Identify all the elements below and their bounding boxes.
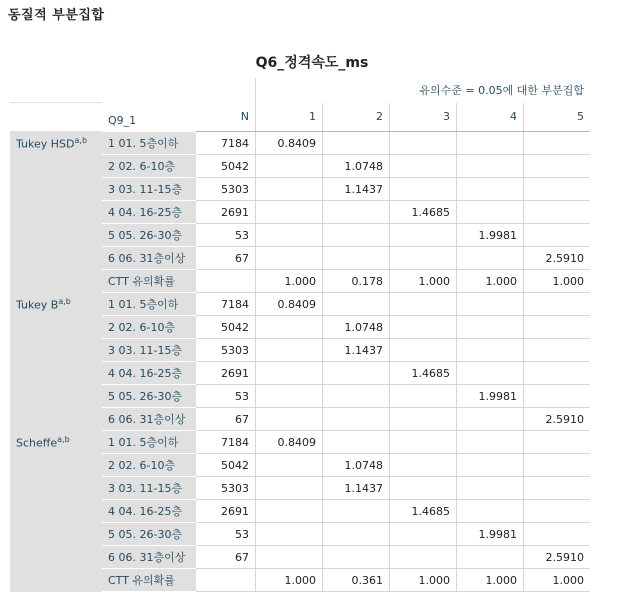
- subset-5-value: [524, 431, 591, 454]
- subset-2-value: [323, 224, 390, 247]
- subset-2-value: 1.1437: [323, 477, 390, 500]
- subset-4-value: [457, 339, 524, 362]
- method-name: Tukey HSD: [16, 137, 75, 151]
- method-label: [10, 293, 102, 431]
- subset-2-value: [323, 408, 390, 431]
- subset-3-value: [390, 339, 457, 362]
- group-label: 3 03. 11-15층: [102, 339, 196, 362]
- subset-1-value: 1.000: [256, 569, 323, 592]
- subset-5-value: 2.5910: [524, 546, 591, 569]
- n-value: 5042: [196, 155, 256, 178]
- subset-1-value: [256, 316, 323, 339]
- subset-2-value: [323, 132, 390, 155]
- subset-4-value: [457, 431, 524, 454]
- subset-4-value: [457, 546, 524, 569]
- group-label: 1 01. 5층이하: [102, 132, 196, 155]
- subset-2-value: 0.178: [323, 270, 390, 293]
- method-footnote-marker: a,b: [58, 297, 71, 306]
- header-row-subset: [10, 78, 590, 103]
- subset-1-value: [256, 155, 323, 178]
- group-label: 4 04. 16-25층: [102, 500, 196, 523]
- subset-3-value: [390, 224, 457, 247]
- subset-5-value: [524, 454, 591, 477]
- subset-5-value: 2.5910: [524, 247, 591, 270]
- subset-3-value: [390, 132, 457, 155]
- subset-5-value: [524, 316, 591, 339]
- n-value: 5042: [196, 454, 256, 477]
- n-value: 5303: [196, 178, 256, 201]
- method-footnote-marker: a,b: [57, 435, 70, 444]
- subset-3-value: [390, 477, 457, 500]
- subset-5-value: [524, 477, 591, 500]
- subset-3-value: [390, 247, 457, 270]
- n-value: 5303: [196, 339, 256, 362]
- subset-4-value: [457, 201, 524, 224]
- subset-2-value: 1.0748: [323, 155, 390, 178]
- group-label: 2 02. 6-10층: [102, 316, 196, 339]
- subset-2-value: [323, 201, 390, 224]
- subset-2-value: [323, 385, 390, 408]
- group-label: 3 03. 11-15층: [102, 178, 196, 201]
- subset-3-value: [390, 408, 457, 431]
- section-heading: 동질적 부분집합: [8, 8, 105, 23]
- subset-1-value: 0.8409: [256, 293, 323, 316]
- subset-2-value: [323, 293, 390, 316]
- subset-2-value: [323, 523, 390, 546]
- subset-3-value: 1.4685: [390, 201, 457, 224]
- subset-1-value: [256, 178, 323, 201]
- subset-5-value: [524, 178, 591, 201]
- subset-3-value: [390, 178, 457, 201]
- subset-4-value: [457, 132, 524, 155]
- subset-1-value: [256, 385, 323, 408]
- method-label: [10, 431, 102, 592]
- subset-2-value: [323, 431, 390, 454]
- n-value: 5303: [196, 477, 256, 500]
- subset-2-value: 1.1437: [323, 178, 390, 201]
- subset-3-value: [390, 431, 457, 454]
- subset-1-value: [256, 339, 323, 362]
- homogeneous-subsets-table: [10, 78, 590, 592]
- group-label: 6 06. 31층이상: [102, 546, 196, 569]
- subset-1-value: [256, 224, 323, 247]
- subset-4-value: [457, 178, 524, 201]
- subset-1-value: 0.8409: [256, 431, 323, 454]
- n-value: 53: [196, 385, 256, 408]
- n-value: 67: [196, 247, 256, 270]
- subset-5-value: [524, 293, 591, 316]
- subset-3-value: 1.4685: [390, 500, 457, 523]
- subset-1-value: [256, 408, 323, 431]
- subset-2-value: [323, 546, 390, 569]
- n-value: 5042: [196, 316, 256, 339]
- subset-3-value: 1.000: [390, 569, 457, 592]
- subset-3-value: 1.000: [390, 270, 457, 293]
- subset-5-header: 5: [524, 103, 591, 132]
- subset-4-value: 1.9981: [457, 385, 524, 408]
- subset-2-value: 1.0748: [323, 454, 390, 477]
- subset-1-value: [256, 362, 323, 385]
- subset-4-header: 4: [457, 103, 524, 132]
- group-label: 4 04. 16-25층: [102, 362, 196, 385]
- group-label: 6 06. 31층이상: [102, 247, 196, 270]
- subset-2-value: 0.361: [323, 569, 390, 592]
- subset-4-value: [457, 477, 524, 500]
- n-value: 7184: [196, 132, 256, 155]
- subset-5-value: [524, 224, 591, 247]
- subset-5-value: [524, 362, 591, 385]
- subset-1-header: 1: [256, 103, 323, 132]
- subset-4-value: [457, 293, 524, 316]
- method-name: Scheffe: [16, 436, 58, 450]
- header-row-columns: [10, 103, 590, 132]
- subset-5-value: [524, 155, 591, 178]
- subset-5-value: [524, 201, 591, 224]
- subset-5-value: [524, 385, 591, 408]
- subset-1-value: [256, 546, 323, 569]
- subset-header: 유의수준 = 0.05에 대한 부분집합: [256, 78, 591, 103]
- subset-1-value: [256, 477, 323, 500]
- subset-2-value: [323, 500, 390, 523]
- subset-3-value: [390, 155, 457, 178]
- group-label: 1 01. 5층이하: [102, 293, 196, 316]
- group-label: 4 04. 16-25층: [102, 201, 196, 224]
- group-label: 5 05. 26-30층: [102, 385, 196, 408]
- n-value: 7184: [196, 431, 256, 454]
- subset-2-value: 1.1437: [323, 339, 390, 362]
- subset-3-value: [390, 385, 457, 408]
- group-label: 2 02. 6-10층: [102, 454, 196, 477]
- n-value: [196, 270, 256, 293]
- n-value: 53: [196, 523, 256, 546]
- subset-2-value: [323, 362, 390, 385]
- table-title: Q6_정격속도_ms: [255, 55, 369, 71]
- group-column-header: Q9_1: [102, 103, 196, 132]
- method-label: [10, 132, 102, 293]
- subset-3-value: [390, 454, 457, 477]
- group-label: 2 02. 6-10층: [102, 155, 196, 178]
- group-label: CTT 유의확률: [102, 569, 196, 592]
- subset-5-value: 1.000: [524, 270, 591, 293]
- group-label: 1 01. 5층이하: [102, 431, 196, 454]
- n-value: 67: [196, 546, 256, 569]
- subset-5-value: 2.5910: [524, 408, 591, 431]
- subset-2-value: [323, 247, 390, 270]
- n-value: 53: [196, 224, 256, 247]
- subset-3-value: [390, 293, 457, 316]
- group-label: 6 06. 31층이상: [102, 408, 196, 431]
- n-value: 67: [196, 408, 256, 431]
- subset-4-value: [457, 454, 524, 477]
- table-row: [10, 431, 590, 454]
- subset-4-value: [457, 155, 524, 178]
- subset-4-value: 1.000: [457, 569, 524, 592]
- subset-1-value: 1.000: [256, 270, 323, 293]
- subset-5-value: [524, 523, 591, 546]
- subset-1-value: [256, 523, 323, 546]
- subset-1-value: [256, 454, 323, 477]
- n-value: 2691: [196, 201, 256, 224]
- group-label: 5 05. 26-30층: [102, 224, 196, 247]
- subset-5-value: [524, 132, 591, 155]
- subset-4-value: [457, 316, 524, 339]
- method-footnote-marker: a,b: [74, 136, 88, 145]
- table-row: [10, 293, 590, 316]
- subset-1-value: [256, 500, 323, 523]
- subset-5-value: 1.000: [524, 569, 591, 592]
- subset-2-header: 2: [323, 103, 390, 132]
- subset-3-value: 1.4685: [390, 362, 457, 385]
- group-label: 3 03. 11-15층: [102, 477, 196, 500]
- subset-4-value: 1.9981: [457, 523, 524, 546]
- subset-5-value: [524, 339, 591, 362]
- subset-4-value: [457, 408, 524, 431]
- footnote-cutoff: [0, 584, 624, 590]
- n-value: 2691: [196, 500, 256, 523]
- group-label: 5 05. 26-30층: [102, 523, 196, 546]
- n-value: 7184: [196, 293, 256, 316]
- n-value: 2691: [196, 362, 256, 385]
- subset-2-value: 1.0748: [323, 316, 390, 339]
- subset-1-value: [256, 247, 323, 270]
- subset-1-value: [256, 201, 323, 224]
- subset-3-value: [390, 546, 457, 569]
- subset-4-value: [457, 247, 524, 270]
- subset-4-value: [457, 362, 524, 385]
- subset-3-value: [390, 523, 457, 546]
- subset-4-value: [457, 500, 524, 523]
- group-label: CTT 유의확률: [102, 270, 196, 293]
- subset-5-value: [524, 500, 591, 523]
- n-column-header: N: [196, 103, 256, 132]
- subset-3-header: 3: [390, 103, 457, 132]
- subset-3-value: [390, 316, 457, 339]
- subset-4-value: 1.9981: [457, 224, 524, 247]
- subset-1-value: 0.8409: [256, 132, 323, 155]
- subset-4-value: 1.000: [457, 270, 524, 293]
- table-row: [10, 132, 590, 155]
- method-name: Tukey B: [16, 298, 59, 312]
